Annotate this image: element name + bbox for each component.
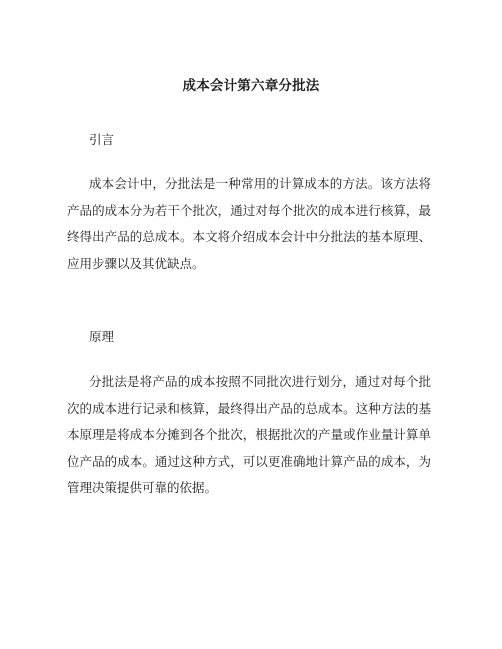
section-paragraph-principle: 分批法是将产品的成本按照不同批次进行划分，通过对每个批次的成本进行记录和核算，最终得出产品的总成本。这种方法的基本原理是将成本分摊到各个批次，根据批次的产量或作业量计算单位产品的成本。通过这种方式，可以更准确地计算产品的成本，为管理决策提供可靠的依据。	[67, 374, 431, 496]
section-paragraph-intro: 成本会计中，分批法是一种常用的计算成本的方法。该方法将产品的成本分为若干个批次，通过对每个批次的成本进行核算，最终得出产品的总成本。本文将介绍成本会计中分批法的基本原理、应用步骤以及其优缺点。	[67, 176, 431, 271]
section-heading-intro: 引言	[89, 132, 115, 147]
section-heading-principle: 原理	[89, 329, 115, 344]
document-title: 成本会计第六章分批法	[182, 78, 320, 94]
